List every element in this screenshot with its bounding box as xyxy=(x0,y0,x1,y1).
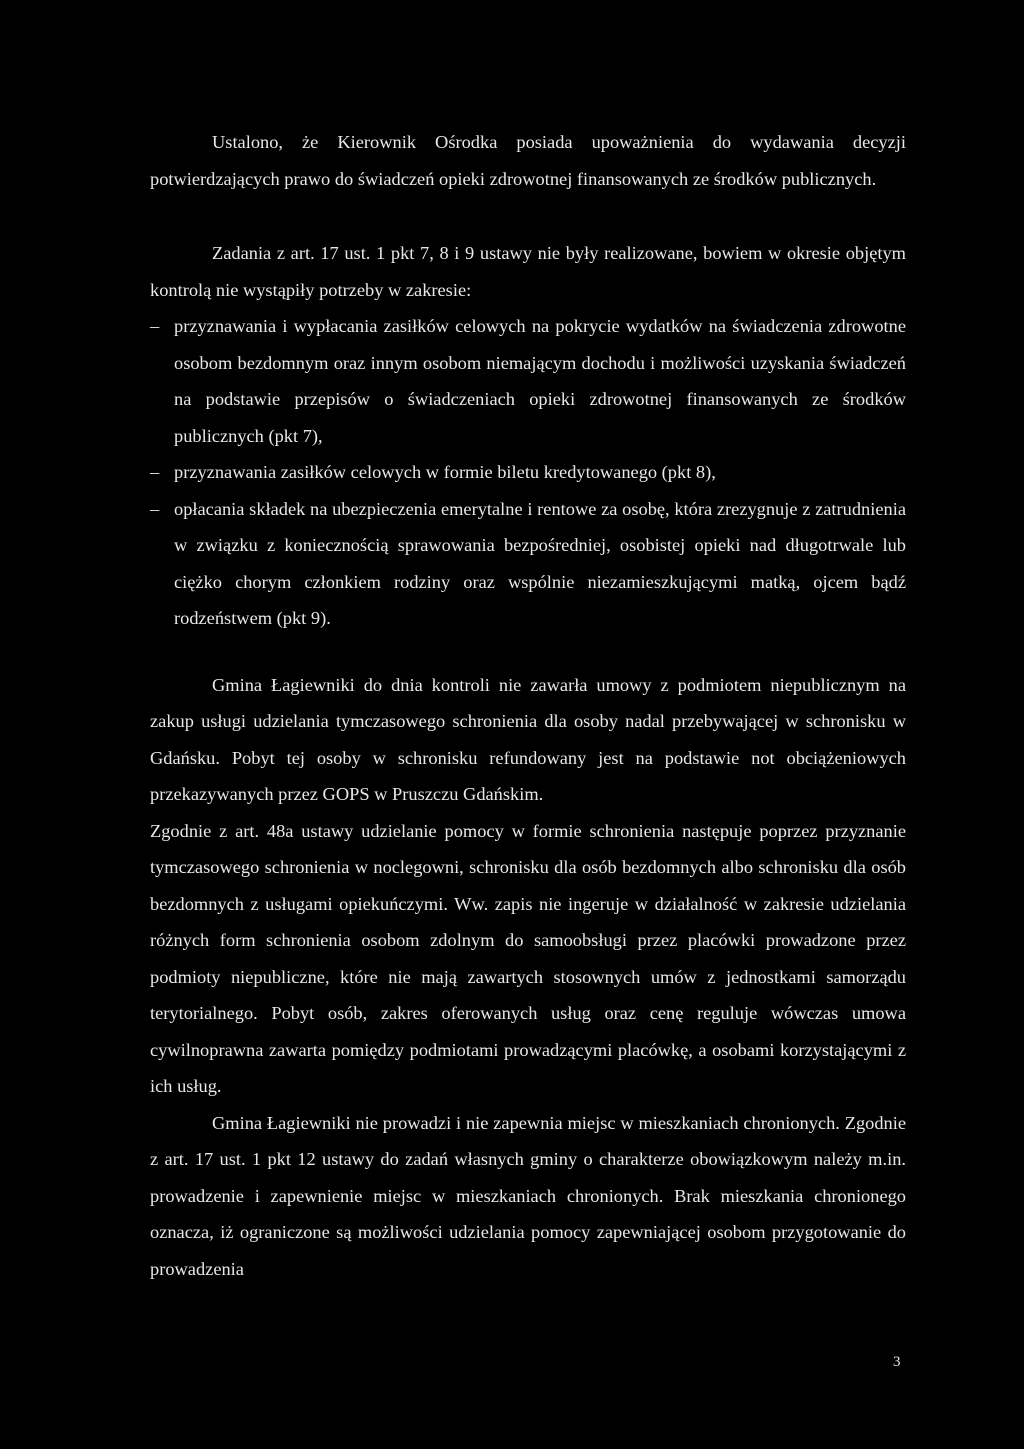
list-dash: – xyxy=(150,462,160,482)
paragraph-authorization: Ustalono, że Kierownik Ośrodka posiada upoważnienia do wydawania decyzji potwierdzających prawo do świadczeń opieki zdrowotnej finansowanych ze środków publicznych. xyxy=(150,132,906,189)
list-item xyxy=(150,491,906,637)
needs-list xyxy=(150,308,906,637)
page-number: 3 xyxy=(893,1354,901,1370)
list-item xyxy=(150,454,906,491)
list-dash: – xyxy=(150,316,160,336)
list-item-text: przyznawania i wypłacania zasiłków celowych na pokrycie wydatków na świadczenia zdrowotne osobom bezdomnym oraz innym osobom niemającym dochodu i możliwości uzyskania świadczeń na podstawie przepisów o świadczeniach opieki zdrowotnej finansowanych ze środków publicznych (pkt 7), xyxy=(174,316,906,446)
paragraph-art-48a: Zgodnie z art. 48a ustawy udzielanie pomocy w formie schronienia następuje poprzez przyznanie tymczasowego schronienia w noclegowni, schronisku dla osób bezdomnych albo schronisku dla osób bezdomnych z usługami opiekuńczymi. Ww. zapis nie ingeruje w działalność w zakresie udzielania różnych form schronienia osobom zdolnym do samoobsługi przez placówki prowadzone przez podmioty niepubliczne, które nie mają zawartych stosownych umów z jednostkami samorządu terytorialnego. Pobyt osób, zakres oferowanych usług oraz cenę reguluje wówczas umowa cywilnoprawna zawarta pomiędzy podmiotami prowadzącymi placówkę, a osobami korzystającymi z ich usług. xyxy=(150,820,906,1096)
list-item-text: opłacania składek na ubezpieczenia emerytalne i rentowe za osobę, która zrezygnuje z zatrudnienia w związku z koniecznością sprawowania bezpośredniej, osobistej opieki nad długotrwale lub ciężko chorym członkiem rodziny oraz wspólnie niezamieszkującymi matką, ojcem bądź rodzeństwem (pkt 9). xyxy=(174,498,906,628)
document-page xyxy=(150,124,906,1287)
paragraph-protected-housing: Gmina Łagiewniki nie prowadzi i nie zapewnia miejsc w mieszkaniach chronionych. Zgodnie z art. 17 ust. 1 pkt 12 ustawy do zadań własnych gminy o charakterze obowiązkowym należy m.in. prowadzenie i zapewnienie miejsc w mieszkaniach chronionych. Brak mieszkania chronionego oznacza, iż ograniczone są możliwości udzielania pomocy zapewniającej osobom przygotowanie do prowadzenia xyxy=(150,1112,906,1279)
paragraph-tasks-not-realized: Zadania z art. 17 ust. 1 pkt 7, 8 i 9 ustawy nie były realizowane, bowiem w okresie objętym kontrolą nie wystąpiły potrzeby w zakresie: xyxy=(150,243,906,300)
list-item-text: przyznawania zasiłków celowych w formie biletu kredytowanego (pkt 8), xyxy=(174,462,716,482)
list-dash: – xyxy=(150,498,160,519)
list-item xyxy=(150,308,906,454)
paragraph-gmina-shelter: Gmina Łagiewniki do dnia kontroli nie zawarła umowy z podmiotem niepublicznym na zakup usługi udzielania tymczasowego schronienia dla osoby nadal przebywającej w schronisku w Gdańsku. Pobyt tej osoby w schronisku refundowany jest na podstawie not obciążeniowych przekazywanych przez GOPS w Pruszczu Gdańskim. xyxy=(150,674,906,804)
